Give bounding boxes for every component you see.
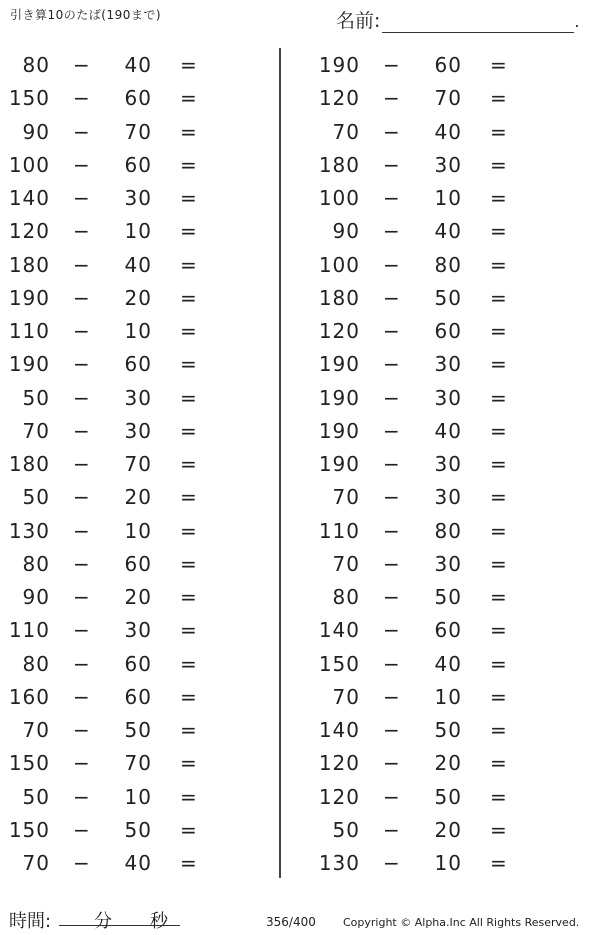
- equals-sign: =: [490, 718, 507, 742]
- problem-row: [310, 149, 590, 182]
- minus-sign: −: [383, 53, 400, 77]
- minus-sign: −: [73, 152, 90, 177]
- copyright-text: Copyright © Alpha.Inc All Rights Reserved.: [343, 916, 580, 929]
- equals-sign: =: [180, 86, 197, 111]
- problem-row: [0, 781, 280, 814]
- minus-sign: −: [383, 485, 400, 510]
- problem-row: [0, 581, 280, 614]
- problem-row: [310, 648, 590, 681]
- minuend: 80: [22, 551, 50, 576]
- minuend: 140: [318, 618, 360, 643]
- name-end-mark: .: [574, 12, 580, 31]
- minus-sign: −: [73, 684, 90, 709]
- subtrahend: 50: [434, 285, 462, 310]
- subtrahend: 20: [124, 585, 152, 609]
- minuend: 140: [8, 186, 50, 210]
- equals-sign: =: [180, 252, 197, 277]
- minuend: 120: [8, 219, 50, 244]
- problem-row: [310, 747, 590, 780]
- seconds-unit: 秒: [150, 911, 168, 932]
- problem-row: [310, 714, 590, 747]
- minus-sign: −: [383, 86, 400, 111]
- minus-sign: −: [383, 551, 400, 576]
- equals-sign: =: [180, 817, 197, 842]
- minus-sign: −: [383, 418, 400, 443]
- minuend: 180: [8, 252, 50, 277]
- equals-sign: =: [180, 319, 197, 343]
- equals-sign: =: [180, 285, 197, 310]
- minus-sign: −: [73, 751, 90, 776]
- problem-row: [0, 382, 280, 415]
- problem-row: [310, 415, 590, 448]
- name-blank-line[interactable]: [382, 14, 574, 33]
- subtrahend: 50: [124, 817, 152, 842]
- equals-sign: =: [490, 518, 507, 543]
- minus-sign: −: [383, 751, 400, 776]
- problem-row: [310, 581, 590, 614]
- equals-sign: =: [490, 385, 507, 410]
- problem-row: [310, 448, 590, 481]
- problem-row: [0, 249, 280, 282]
- problem-row: [310, 781, 590, 814]
- minus-sign: −: [383, 319, 400, 343]
- minuend: 190: [8, 352, 50, 377]
- minus-sign: −: [383, 651, 400, 676]
- minus-sign: −: [383, 452, 400, 476]
- minus-sign: −: [73, 53, 90, 77]
- minuend: 120: [318, 319, 360, 343]
- subtrahend: 10: [124, 319, 152, 343]
- subtrahend: 70: [124, 751, 152, 776]
- minuend: 80: [332, 585, 360, 609]
- equals-sign: =: [180, 352, 197, 377]
- minus-sign: −: [73, 186, 90, 210]
- minuend: 180: [318, 285, 360, 310]
- subtrahend: 70: [124, 119, 152, 144]
- problem-row: [0, 182, 280, 215]
- subtrahend: 30: [124, 186, 152, 210]
- problem-row: [0, 814, 280, 847]
- minus-sign: −: [73, 518, 90, 543]
- equals-sign: =: [180, 718, 197, 742]
- subtrahend: 40: [434, 219, 462, 244]
- problem-row: [0, 515, 280, 548]
- problem-row: [0, 82, 280, 115]
- equals-sign: =: [490, 119, 507, 144]
- problem-row: [310, 116, 590, 149]
- equals-sign: =: [490, 751, 507, 776]
- problem-row: [0, 282, 280, 315]
- equals-sign: =: [490, 651, 507, 676]
- minuend: 110: [8, 618, 50, 643]
- minus-sign: −: [73, 119, 90, 144]
- minus-sign: −: [73, 452, 90, 476]
- problem-row: [310, 348, 590, 381]
- problem-row: [310, 847, 590, 880]
- minus-sign: −: [73, 485, 90, 510]
- problem-row: [310, 814, 590, 847]
- minuend: 190: [318, 418, 360, 443]
- minuend: 70: [332, 119, 360, 144]
- minuend: 150: [8, 86, 50, 111]
- subtrahend: 40: [434, 651, 462, 676]
- minus-sign: −: [383, 817, 400, 842]
- minuend: 80: [22, 651, 50, 676]
- minus-sign: −: [383, 618, 400, 643]
- subtrahend: 10: [434, 851, 462, 875]
- subtrahend: 10: [434, 684, 462, 709]
- equals-sign: =: [490, 418, 507, 443]
- equals-sign: =: [490, 186, 507, 210]
- minuend: 190: [318, 452, 360, 476]
- minus-sign: −: [73, 86, 90, 111]
- minus-sign: −: [73, 718, 90, 742]
- minuend: 130: [8, 518, 50, 543]
- problem-row: [0, 149, 280, 182]
- subtrahend: 50: [124, 718, 152, 742]
- minus-sign: −: [383, 684, 400, 709]
- minuend: 70: [22, 718, 50, 742]
- problem-row: [0, 215, 280, 248]
- minuend: 110: [8, 319, 50, 343]
- problem-row: [310, 215, 590, 248]
- problem-row: [310, 481, 590, 514]
- problem-row: [0, 448, 280, 481]
- minus-sign: −: [383, 219, 400, 244]
- subtrahend: 70: [434, 86, 462, 111]
- minus-sign: −: [383, 352, 400, 377]
- equals-sign: =: [490, 784, 507, 809]
- problem-row: [310, 49, 590, 82]
- minuend: 50: [22, 784, 50, 809]
- equals-sign: =: [490, 585, 507, 609]
- equals-sign: =: [180, 152, 197, 177]
- problem-row: [310, 282, 590, 315]
- minus-sign: −: [383, 851, 400, 875]
- minus-sign: −: [73, 219, 90, 244]
- page-number: 356/400: [266, 915, 316, 929]
- subtrahend: 60: [434, 53, 462, 77]
- minuend: 90: [22, 585, 50, 609]
- name-field: [336, 6, 580, 33]
- minuend: 100: [8, 152, 50, 177]
- equals-sign: =: [490, 352, 507, 377]
- subtrahend: 30: [124, 418, 152, 443]
- equals-sign: =: [490, 618, 507, 643]
- equals-sign: =: [180, 119, 197, 144]
- problem-row: [0, 49, 280, 82]
- minus-sign: −: [383, 152, 400, 177]
- minus-sign: −: [73, 618, 90, 643]
- problem-row: [0, 847, 280, 880]
- minuend: 190: [318, 385, 360, 410]
- equals-sign: =: [490, 684, 507, 709]
- minus-sign: −: [73, 651, 90, 676]
- subtrahend: 20: [434, 751, 462, 776]
- equals-sign: =: [180, 751, 197, 776]
- minuend: 120: [318, 86, 360, 111]
- minus-sign: −: [73, 319, 90, 343]
- minus-sign: −: [383, 784, 400, 809]
- minuend: 50: [22, 485, 50, 510]
- equals-sign: =: [490, 252, 507, 277]
- subtrahend: 60: [434, 319, 462, 343]
- problem-row: [310, 82, 590, 115]
- time-label: 時間:: [9, 911, 52, 932]
- minus-sign: −: [73, 551, 90, 576]
- minus-sign: −: [73, 252, 90, 277]
- equals-sign: =: [490, 219, 507, 244]
- subtrahend: 60: [434, 618, 462, 643]
- subtrahend: 60: [124, 352, 152, 377]
- minus-sign: −: [73, 585, 90, 609]
- equals-sign: =: [180, 684, 197, 709]
- equals-sign: =: [490, 851, 507, 875]
- equals-sign: =: [180, 851, 197, 875]
- minus-sign: −: [73, 784, 90, 809]
- minuend: 180: [8, 452, 50, 476]
- problem-row: [0, 315, 280, 348]
- minuend: 90: [332, 219, 360, 244]
- minus-sign: −: [383, 718, 400, 742]
- subtrahend: 30: [124, 618, 152, 643]
- minus-sign: −: [383, 285, 400, 310]
- minus-sign: −: [73, 418, 90, 443]
- minuend: 190: [318, 53, 360, 77]
- equals-sign: =: [180, 551, 197, 576]
- minuend: 120: [318, 784, 360, 809]
- subtrahend: 60: [124, 684, 152, 709]
- minus-sign: −: [383, 585, 400, 609]
- equals-sign: =: [180, 418, 197, 443]
- problem-row: [0, 747, 280, 780]
- problem-row: [0, 548, 280, 581]
- subtrahend: 40: [434, 418, 462, 443]
- minus-sign: −: [383, 385, 400, 410]
- subtrahend: 20: [434, 817, 462, 842]
- problem-row: [0, 714, 280, 747]
- subtrahend: 80: [434, 518, 462, 543]
- minus-sign: −: [383, 119, 400, 144]
- equals-sign: =: [490, 152, 507, 177]
- subtrahend: 80: [434, 252, 462, 277]
- minuend: 190: [318, 352, 360, 377]
- subtrahend: 70: [124, 452, 152, 476]
- left-problem-column: [0, 49, 280, 880]
- subtrahend: 60: [124, 152, 152, 177]
- subtrahend: 30: [434, 385, 462, 410]
- equals-sign: =: [180, 53, 197, 77]
- subtrahend: 30: [434, 551, 462, 576]
- subtrahend: 50: [434, 718, 462, 742]
- equals-sign: =: [180, 784, 197, 809]
- minuend: 110: [318, 518, 360, 543]
- subtrahend: 60: [124, 551, 152, 576]
- problem-row: [310, 548, 590, 581]
- subtrahend: 30: [434, 352, 462, 377]
- subtrahend: 30: [434, 485, 462, 510]
- minuend: 70: [22, 418, 50, 443]
- minus-sign: −: [73, 851, 90, 875]
- subtrahend: 40: [124, 53, 152, 77]
- minuend: 180: [318, 152, 360, 177]
- problem-row: [310, 614, 590, 647]
- problem-row: [0, 348, 280, 381]
- minus-sign: −: [383, 252, 400, 277]
- name-label: 名前:: [336, 10, 381, 32]
- equals-sign: =: [490, 452, 507, 476]
- equals-sign: =: [490, 817, 507, 842]
- equals-sign: =: [490, 285, 507, 310]
- minuend: 140: [318, 718, 360, 742]
- subtrahend: 10: [124, 219, 152, 244]
- subtrahend: 10: [124, 784, 152, 809]
- subtrahend: 30: [124, 385, 152, 410]
- minuend: 70: [332, 485, 360, 510]
- equals-sign: =: [490, 485, 507, 510]
- subtrahend: 50: [434, 585, 462, 609]
- minuend: 80: [22, 53, 50, 77]
- problem-row: [0, 648, 280, 681]
- subtrahend: 40: [124, 851, 152, 875]
- minuend: 100: [318, 252, 360, 277]
- minuend: 70: [332, 551, 360, 576]
- right-problem-column: [310, 49, 590, 880]
- subtrahend: 50: [434, 784, 462, 809]
- problem-row: [310, 315, 590, 348]
- equals-sign: =: [180, 452, 197, 476]
- equals-sign: =: [490, 319, 507, 343]
- minuend: 150: [8, 751, 50, 776]
- minuend: 160: [8, 684, 50, 709]
- minus-sign: −: [73, 285, 90, 310]
- minus-sign: −: [73, 817, 90, 842]
- subtrahend: 60: [124, 86, 152, 111]
- equals-sign: =: [180, 518, 197, 543]
- minus-sign: −: [73, 352, 90, 377]
- minus-sign: −: [383, 186, 400, 210]
- problem-row: [0, 681, 280, 714]
- minuend: 130: [318, 851, 360, 875]
- minus-sign: −: [383, 518, 400, 543]
- subtrahend: 40: [124, 252, 152, 277]
- subtrahend: 10: [434, 186, 462, 210]
- minuend: 150: [8, 817, 50, 842]
- problem-row: [310, 249, 590, 282]
- minuend: 90: [22, 119, 50, 144]
- minuend: 70: [332, 684, 360, 709]
- minuend: 70: [22, 851, 50, 875]
- worksheet-title: 引き算10のたば(190まで): [10, 8, 162, 22]
- subtrahend: 30: [434, 452, 462, 476]
- equals-sign: =: [490, 53, 507, 77]
- subtrahend: 20: [124, 285, 152, 310]
- subtrahend: 20: [124, 485, 152, 510]
- equals-sign: =: [180, 219, 197, 244]
- subtrahend: 30: [434, 152, 462, 177]
- subtrahend: 60: [124, 651, 152, 676]
- equals-sign: =: [180, 485, 197, 510]
- equals-sign: =: [180, 186, 197, 210]
- problem-row: [310, 681, 590, 714]
- problem-row: [310, 515, 590, 548]
- minuend: 120: [318, 751, 360, 776]
- equals-sign: =: [180, 585, 197, 609]
- footer: [0, 905, 600, 935]
- minuend: 50: [332, 817, 360, 842]
- equals-sign: =: [180, 385, 197, 410]
- minutes-unit: 分: [94, 911, 112, 932]
- equals-sign: =: [180, 651, 197, 676]
- subtrahend: 10: [124, 518, 152, 543]
- problem-row: [0, 481, 280, 514]
- minuend: 190: [8, 285, 50, 310]
- minuend: 50: [22, 385, 50, 410]
- subtrahend: 40: [434, 119, 462, 144]
- problem-row: [310, 182, 590, 215]
- equals-sign: =: [490, 86, 507, 111]
- problem-row: [0, 415, 280, 448]
- problem-row: [0, 614, 280, 647]
- problem-row: [0, 116, 280, 149]
- minuend: 100: [318, 186, 360, 210]
- equals-sign: =: [180, 618, 197, 643]
- equals-sign: =: [490, 551, 507, 576]
- minus-sign: −: [73, 385, 90, 410]
- minuend: 150: [318, 651, 360, 676]
- problem-row: [310, 382, 590, 415]
